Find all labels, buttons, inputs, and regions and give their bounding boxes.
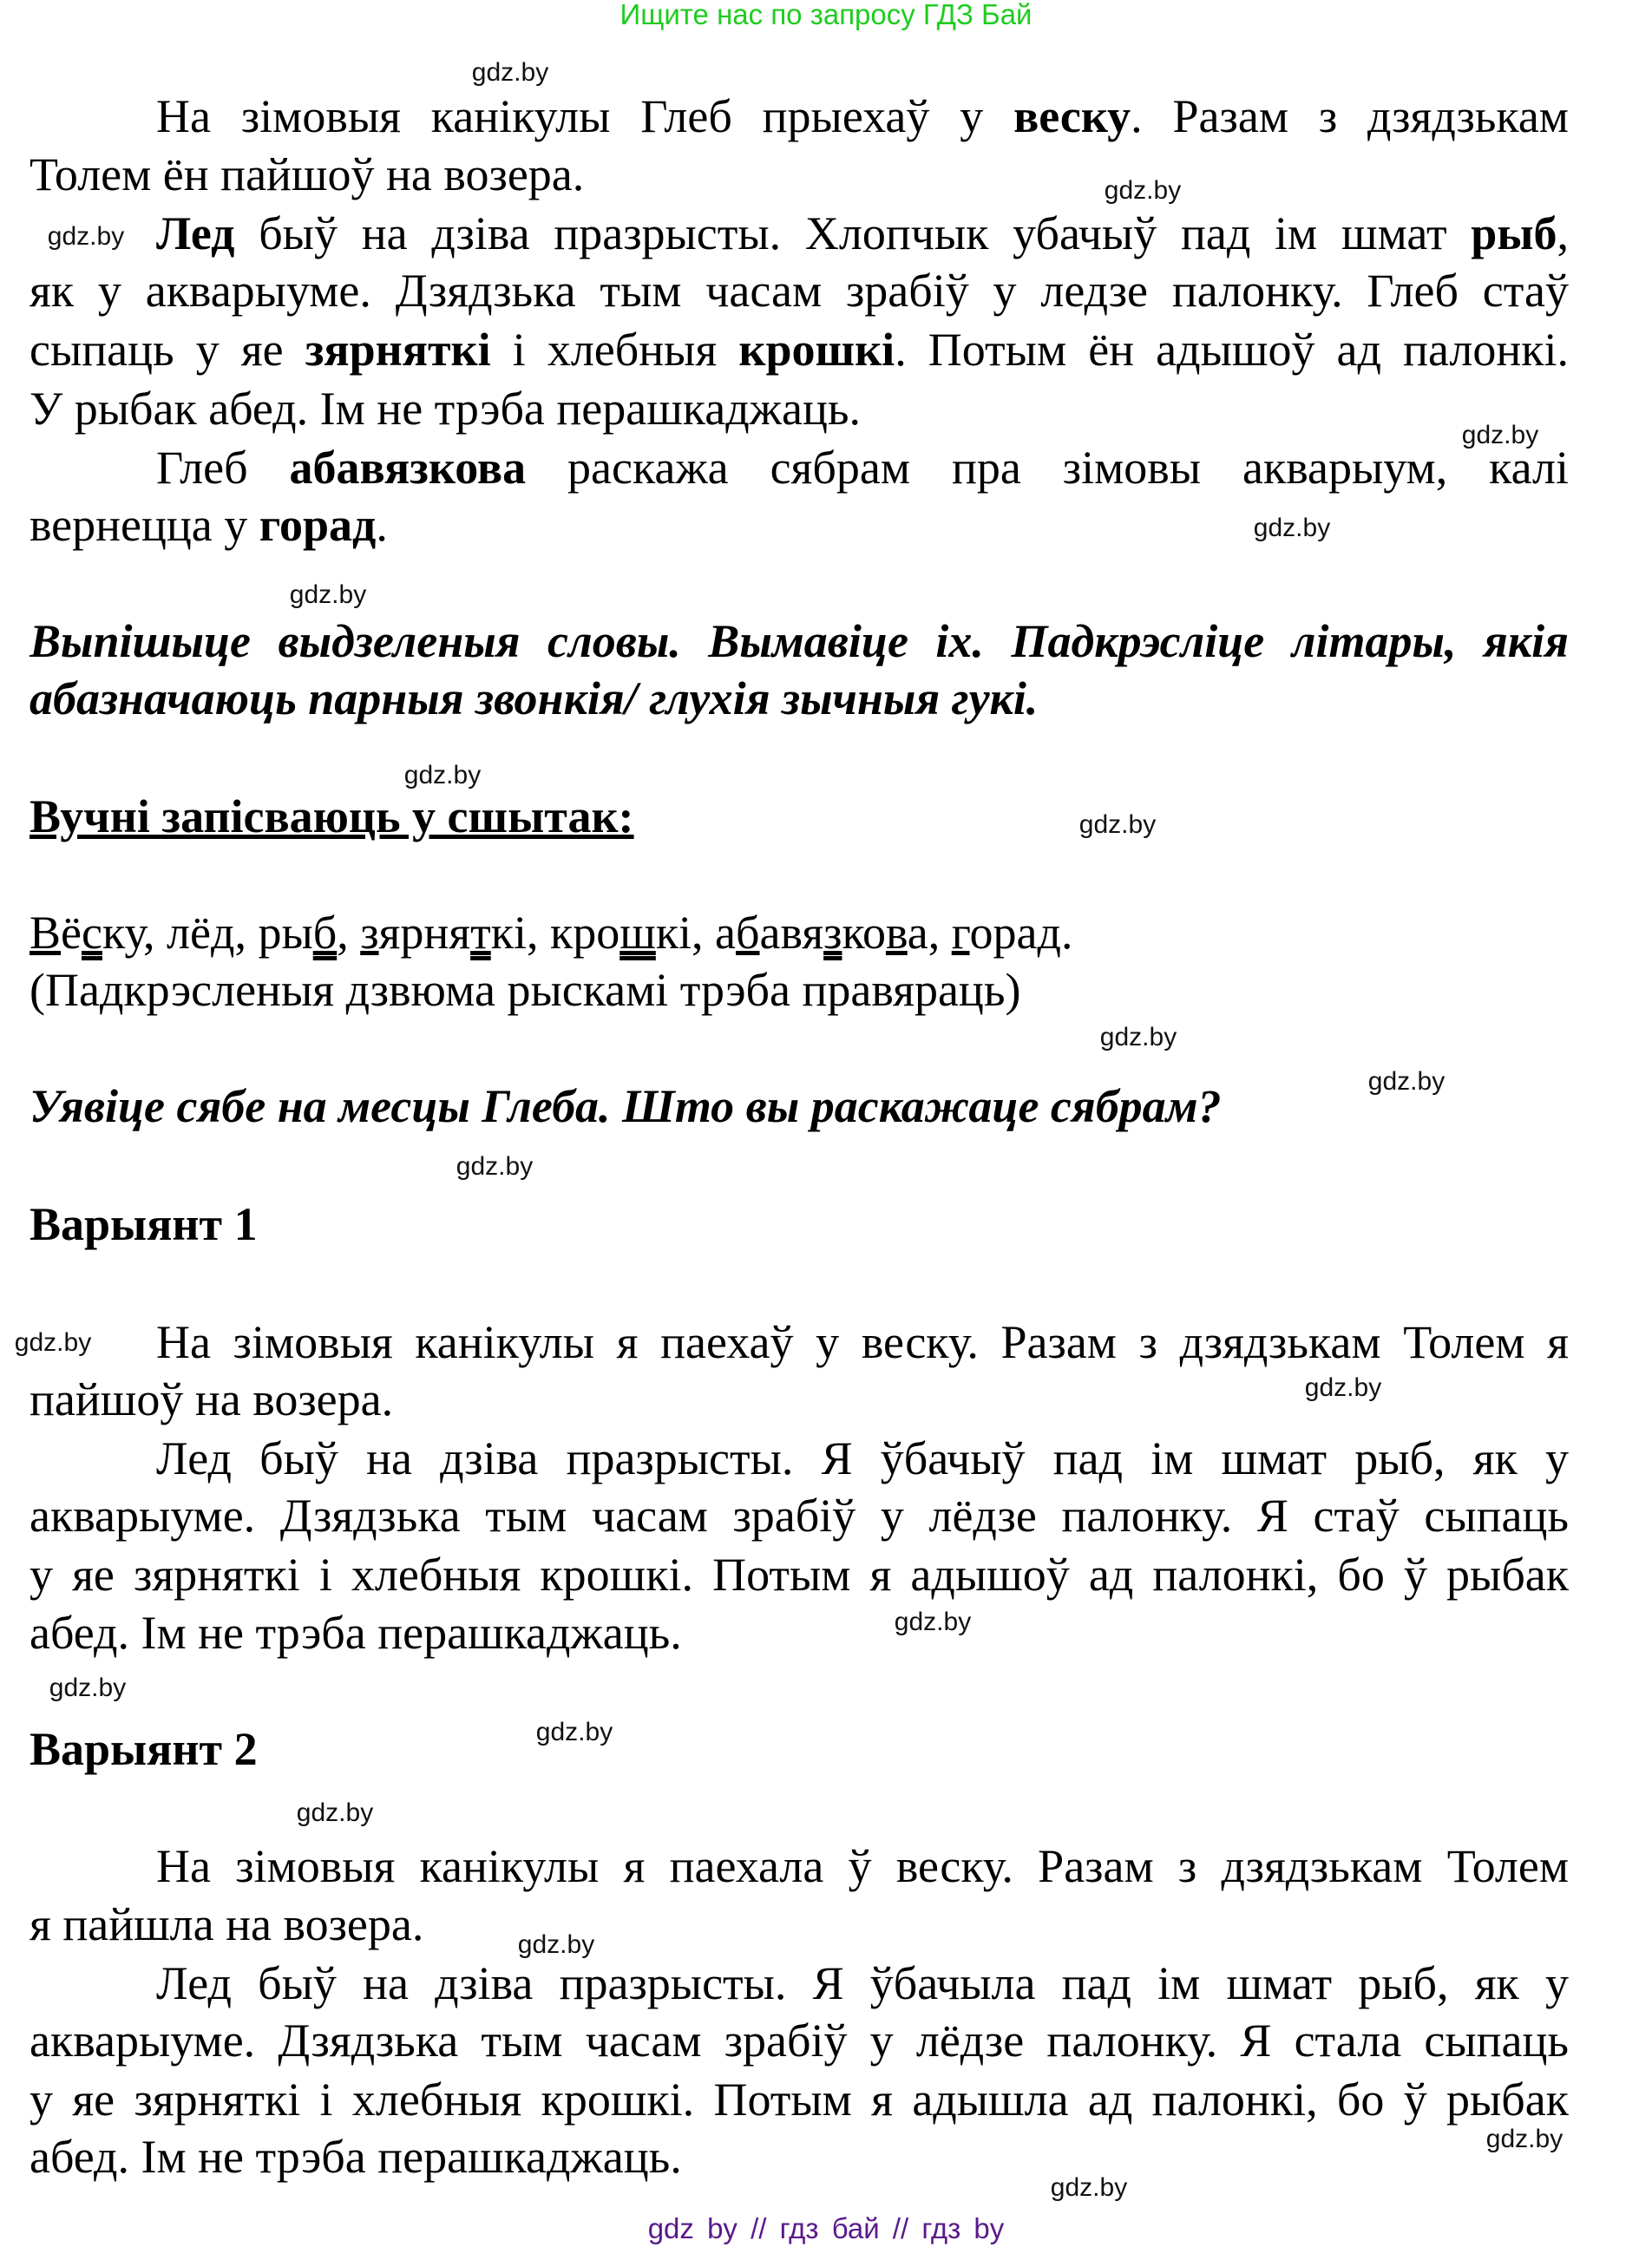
text-segment: . xyxy=(1060,907,1073,959)
watermark: gdz.by xyxy=(49,1674,127,1702)
watermark: gdz.by xyxy=(403,761,482,789)
text-line xyxy=(30,1430,1569,1488)
text-line xyxy=(30,1546,1569,1604)
watermark: gdz.by xyxy=(1050,2173,1128,2202)
text-segment: абед. Ім не трэба перашкаджаць. xyxy=(30,1607,682,1659)
underlined-letter: д xyxy=(210,907,235,959)
watermark: gdz.by xyxy=(1304,1373,1382,1402)
text-segment: Уявіце сябе на месцы Глеба. Што вы раскажаце сябрам? xyxy=(30,1080,1222,1132)
watermark: gdz.by xyxy=(1099,1023,1177,1051)
text-segment: ку, лё xyxy=(102,907,211,959)
text-segment: я пайшла на возера. xyxy=(30,1898,424,1950)
text-segment: зярняткі xyxy=(305,324,491,376)
text-segment: абавязкова xyxy=(289,442,527,494)
text-segment: у яе зярняткі і хлебныя крошкі. Потым я адышоў ад палонкі, бо ў рыбак xyxy=(30,1549,1569,1601)
text-line xyxy=(30,1955,1569,2013)
watermark: gdz.by xyxy=(1485,2125,1564,2153)
watermark: gdz.by xyxy=(517,1930,595,1959)
underlined-letter: с xyxy=(82,907,102,959)
text-segment: у яе зярняткі і хлебныя крошкі. Потым я адышла ад палонкі, бо ў рыбак xyxy=(30,2073,1569,2126)
text-line xyxy=(30,321,1569,379)
watermark: gdz.by xyxy=(535,1718,613,1746)
text-line xyxy=(30,1313,1569,1372)
text-line xyxy=(30,439,1569,497)
text-segment: Лед xyxy=(156,207,235,259)
text-line xyxy=(30,1078,1569,1136)
watermark: gdz.by xyxy=(1253,514,1331,542)
text-line xyxy=(30,2128,1569,2186)
watermark: gdz.by xyxy=(894,1608,972,1636)
watermark: gdz.by xyxy=(456,1152,534,1181)
text-segment: Лед быў на дзіва празрысты. Я ўбачыў пад ім шмат рыб, як у xyxy=(156,1432,1569,1484)
watermark: gdz.by xyxy=(1104,176,1182,205)
text-line xyxy=(30,1838,1569,1896)
text-line xyxy=(30,262,1569,320)
text-segment: Вучні запісваюць у сшытак: xyxy=(30,790,634,842)
text-segment: сыпаць у яе xyxy=(30,324,305,376)
underlined-letter: б xyxy=(736,907,760,959)
underlined-letter: в xyxy=(885,907,908,959)
text-segment: ора xyxy=(969,907,1038,959)
text-line xyxy=(30,1896,1569,1954)
text-segment: а, xyxy=(907,907,952,959)
text-segment: рыб xyxy=(1471,207,1557,259)
underlined-letter: г xyxy=(951,907,970,959)
underlined-letter: з xyxy=(360,907,379,959)
bottom-banner: gdz by // гдз бай // гдз by xyxy=(647,2212,1005,2244)
text-line xyxy=(30,788,1569,846)
top-banner: Ищите нас по запросу ГДЗ Бай xyxy=(620,0,1032,30)
underlined-letter: ш xyxy=(620,907,656,959)
text-segment: Варыянт 2 xyxy=(30,1723,258,1775)
watermark: gdz.by xyxy=(1367,1067,1446,1096)
text-line xyxy=(30,1604,1569,1662)
watermark: gdz.by xyxy=(1078,810,1157,839)
text-segment: быў на дзіва празрысты. Хлопчык убачыў пад ім шмат xyxy=(234,207,1472,259)
watermark: gdz.by xyxy=(471,58,549,87)
underlined-letter: В xyxy=(30,907,62,959)
text-segment: , ры xyxy=(234,907,313,959)
text-segment: акварыуме. Дзядзька тым часам зрабіў у лёдзе палонку. Я стаў сыпаць xyxy=(30,1490,1569,1542)
text-segment: На зімовыя канікулы Глеб прыехаў у xyxy=(156,90,1014,142)
underlined-letter: б xyxy=(312,907,338,959)
text-segment: ко xyxy=(842,907,886,959)
text-segment: горад xyxy=(259,499,377,551)
text-segment: Глеб xyxy=(156,442,290,494)
text-segment: ё xyxy=(61,907,82,959)
text-line xyxy=(30,1487,1569,1545)
underlined-letter: т xyxy=(470,907,491,959)
text-line xyxy=(30,613,1569,671)
text-segment: . Потым ён адышоў ад палонкі. xyxy=(895,324,1569,376)
text-segment: Толем ён пайшоў на возера. xyxy=(30,148,585,200)
text-line xyxy=(30,2071,1569,2129)
text-segment: веску xyxy=(1013,90,1131,142)
text-segment: кі, кро xyxy=(490,907,620,959)
text-line xyxy=(30,88,1569,146)
text-segment: . xyxy=(376,499,388,551)
text-segment: кі, а xyxy=(655,907,737,959)
text-segment: , xyxy=(1557,207,1569,259)
watermark: gdz.by xyxy=(47,222,125,251)
text-segment: Лед быў на дзіва празрысты. Я ўбачыла пад ім шмат рыб, як у xyxy=(156,1957,1569,2009)
text-segment: На зімовыя канікулы я паехаў у веску. Разам з дзядзькам Толем я xyxy=(156,1316,1569,1368)
text-segment: Выпішыце выдзеленыя словы. Вымавіце іх. Падкрэсліце літары, якія xyxy=(30,615,1569,667)
text-segment: Варыянт 1 xyxy=(30,1198,258,1250)
text-segment: ярня xyxy=(378,907,471,959)
text-segment: (Падкрэсленыя дзвюма рыскамі трэба правяраць) xyxy=(30,964,1021,1016)
text-line xyxy=(30,904,1569,962)
watermark: gdz.by xyxy=(1461,421,1539,449)
text-line xyxy=(30,496,1569,554)
text-segment: У рыбак абед. Ім не трэба перашкаджаць. xyxy=(30,383,861,435)
text-segment: , xyxy=(337,907,361,959)
text-line xyxy=(30,205,1569,263)
text-segment: крошкі xyxy=(738,324,895,376)
watermark: gdz.by xyxy=(296,1798,374,1827)
text-line xyxy=(30,1196,1569,1254)
text-segment: як у акварыуме. Дзядзька тым часам зрабіў у ледзе палонку. Глеб стаў xyxy=(30,265,1569,317)
text-segment: . Разам з дзядзькам xyxy=(1131,90,1569,142)
text-segment: вернецца у xyxy=(30,499,259,551)
text-line xyxy=(30,146,1569,204)
watermark: gdz.by xyxy=(289,580,367,609)
text-segment: пайшоў на возера. xyxy=(30,1373,394,1425)
text-segment: абазначаюць парныя звонкія/ глухія зычныя гукі. xyxy=(30,672,1039,724)
text-segment: На зімовыя канікулы я паехала ў веску. Разам з дзядзькам Толем xyxy=(156,1840,1569,1892)
text-line xyxy=(30,380,1569,438)
text-segment: абед. Ім не трэба перашкаджаць. xyxy=(30,2131,682,2183)
underlined-letter: д xyxy=(1037,907,1061,959)
text-line xyxy=(30,961,1569,1019)
text-segment: раскажа сябрам пра зімовы акварыум, калі xyxy=(526,442,1569,494)
text-line xyxy=(30,670,1569,728)
text-segment: авя xyxy=(759,907,824,959)
text-segment: акварыуме. Дзядзька тым часам зрабіў у лёдзе палонку. Я стала сыпаць xyxy=(30,2014,1569,2067)
watermark: gdz.by xyxy=(14,1328,92,1357)
text-line xyxy=(30,1720,1569,1779)
text-line xyxy=(30,2012,1569,2070)
text-segment: і хлебныя xyxy=(490,324,739,376)
underlined-letter: з xyxy=(823,907,842,959)
